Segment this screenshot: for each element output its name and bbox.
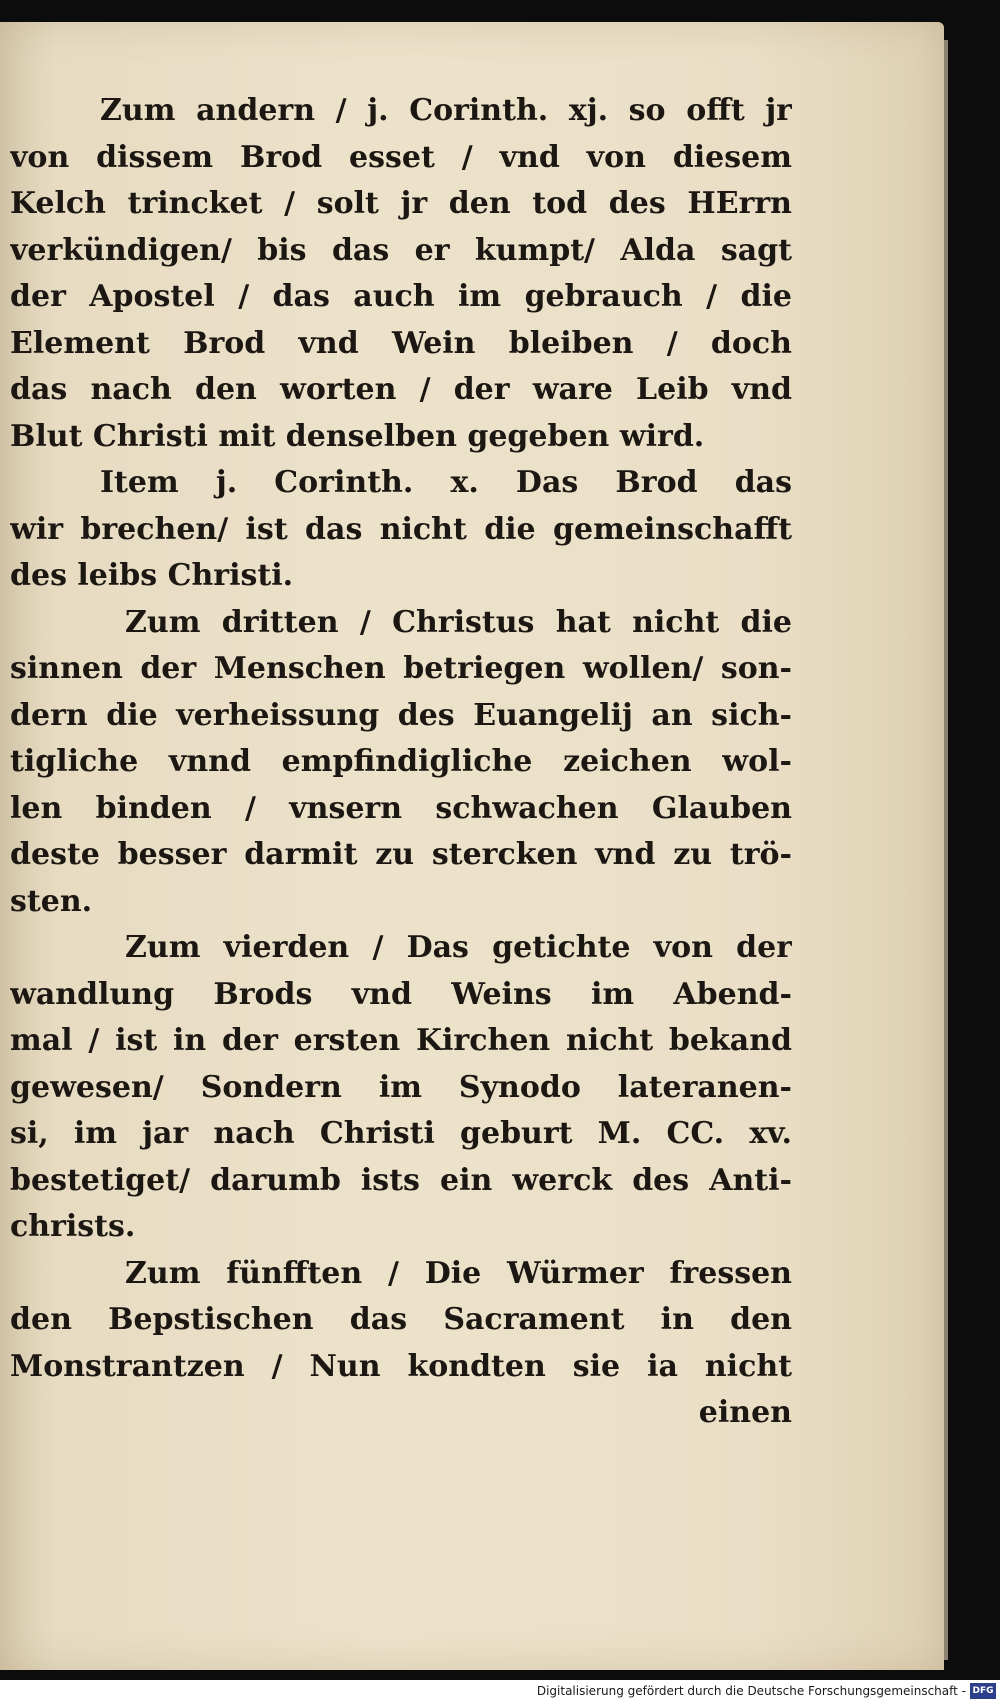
text-line: bestetiget/ darumb ists ein werck des Anti-: [10, 1162, 792, 1198]
text-line: dern die verheissung des Euangelij an sich-: [10, 697, 792, 733]
text-line: von dissem Brod esset / vnd von diesem: [10, 139, 792, 175]
text-line: der Apostel / das auch im gebrauch / die: [10, 279, 792, 314]
text-line: Zum andern / j. Corinth. xj. so offt jr: [100, 93, 792, 128]
text-line: deste besser darmit zu stercken vnd zu trö-: [10, 837, 792, 872]
text-line: Blut Christi mit denselben gegeben wird.: [10, 418, 705, 454]
text-line: Zum fünfften / Die Würmer fressen: [125, 1255, 792, 1291]
text-line: sinnen der Menschen betriegen wollen/ son-: [10, 651, 792, 686]
text-line: wir brechen/ ist das nicht die gemeinschafft: [10, 511, 792, 547]
text-line: wandlung Brods vnd Weins im Abend-: [10, 976, 792, 1012]
footer-bar: [0, 1680, 1000, 1704]
text-line: len binden / vnsern schwachen Glauben: [10, 790, 792, 826]
catchword: einen: [698, 1395, 792, 1430]
text-line: gewesen/ Sondern im Synodo lateranen-: [10, 1069, 792, 1105]
page-edge: [944, 40, 948, 1660]
text-line: christs.: [10, 1209, 136, 1244]
text-block: [10, 88, 792, 1437]
text-line: tigliche vnnd empfindigliche zeichen wol-: [10, 744, 792, 779]
text-line: des leibs Christi.: [10, 558, 294, 593]
funding-credit: Digitalisierung gefördert durch die Deutsche Forschungsgemeinschaft -: [536, 1684, 966, 1698]
text-line: den Bepstischen das Sacrament in den: [10, 1302, 792, 1337]
text-line: sten.: [10, 883, 93, 919]
text-line: Zum dritten / Christus hat nicht die: [125, 604, 792, 640]
text-line: verkündigen/ bis das er kumpt/ Alda sagt: [10, 232, 792, 268]
dfg-logo-icon: DFG: [970, 1683, 996, 1699]
text-line: mal / ist in der ersten Kirchen nicht bekand: [10, 1023, 792, 1058]
book-page: [0, 22, 944, 1670]
text-line: das nach den worten / der ware Leib vnd: [10, 372, 792, 407]
text-line: si, im jar nach Christi geburt M. CC. xv.: [10, 1116, 792, 1151]
text-line: Monstrantzen / Nun kondten sie ia nicht: [10, 1348, 792, 1384]
text-line: Zum vierden / Das getichte von der: [125, 930, 792, 965]
text-line: Element Brod vnd Wein bleiben / doch: [10, 325, 792, 361]
text-line: Kelch trincket / solt jr den tod des HErrn: [10, 186, 792, 221]
text-line: Item j. Corinth. x. Das Brod das: [100, 465, 792, 500]
